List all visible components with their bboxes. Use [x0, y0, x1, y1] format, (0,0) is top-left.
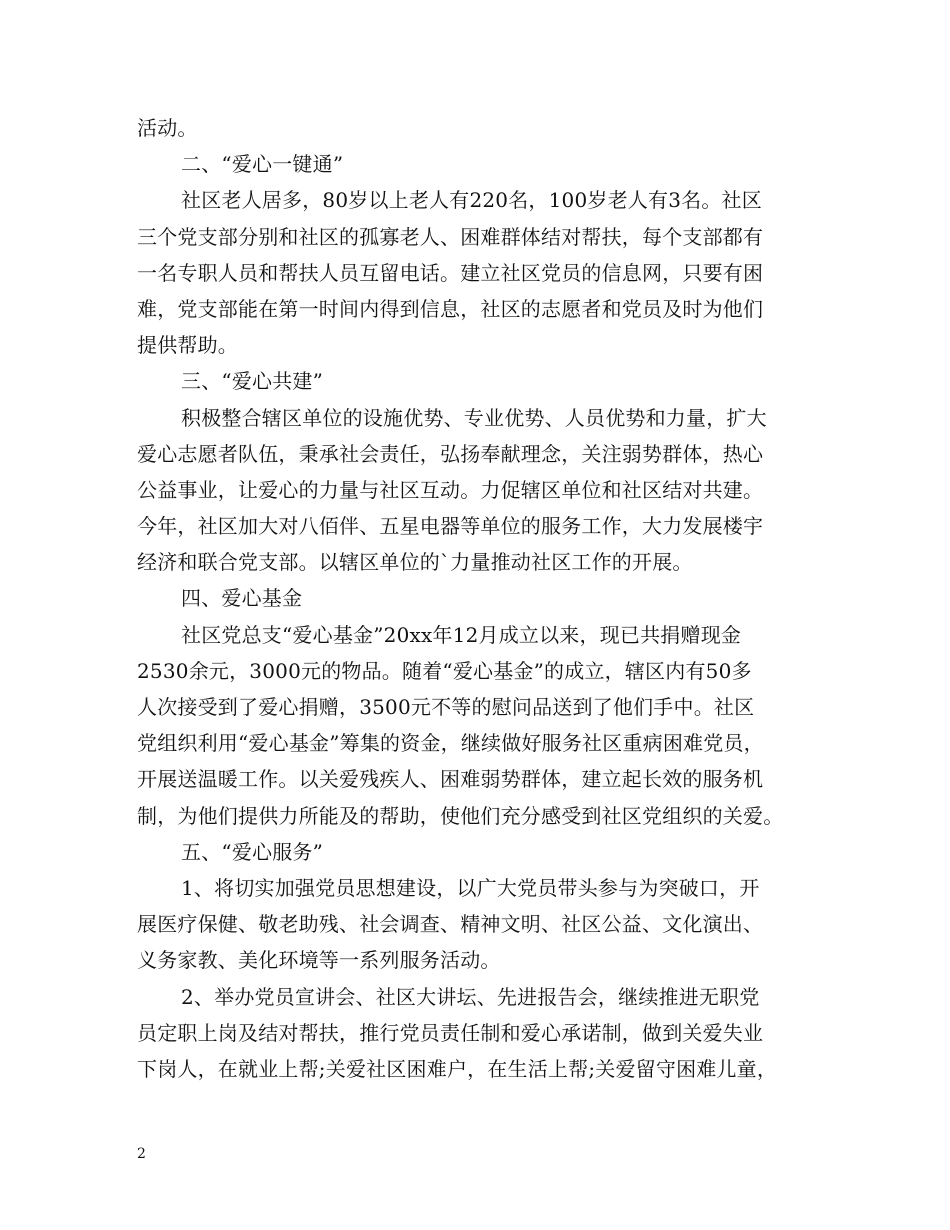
text-line-4: 三个党支部分别和社区的孤寡老人、困难群体结对帮扶，每个支部都有: [137, 224, 764, 249]
text-line-25: 2、举办党员宣讲会、社区大讲坛、先进报告会，继续推进无职党: [181, 984, 760, 1009]
section-heading-5: 五、“爱心服务”: [181, 839, 324, 864]
document-body: [137, 110, 827, 1087]
text-line-10: 爱心志愿者队伍，秉承社会责任，弘扬奉献理念，关注弱势群体，热心: [137, 441, 764, 466]
text-line-26: 员定职上岗及结对帮扶，推行党员责任制和爱心承诺制，做到关爱失业: [137, 1020, 764, 1045]
text-line-17: 人次接受到了爱心捐赠，3500元不等的慰问品送到了他们手中。社区: [137, 695, 755, 719]
text-line-23: 展医疗保健、敬老助残、社会调查、精神文明、社区公益、文化演出、: [137, 912, 764, 937]
text-line-6: 难，党支部能在第一时间内得到信息，社区的志愿者和党员及时为他们: [137, 296, 764, 321]
text-line-12: 今年，社区加大对八佰伴、五星电器等单位的服务工作，大力发展楼宇: [137, 514, 764, 539]
text-line-24: 义务家教、美化环境等一系列服务活动。: [137, 948, 501, 973]
section-heading-2: 二、“爱心一键通”: [181, 152, 344, 177]
section-heading-4: 四、爱心基金: [181, 586, 303, 611]
text-line-20: 制，为他们提供力所能及的帮助，使他们充分感受到社区党组织的关爱。: [137, 803, 784, 828]
text-line-13: 经济和联合党支部。以辖区单位的`力量推动社区工作的开展。: [137, 550, 693, 575]
text-line-22: 1、将切实加强党员思想建设，以广大党员带头参与为突破口，开: [181, 875, 760, 900]
text-line-18: 党组织利用“爱心基金”筹集的资金，继续做好服务社区重病困难党员，: [137, 731, 764, 756]
text-line-3: 社区老人居多，80岁以上老人有220名，100岁老人有3名。社区: [181, 188, 762, 213]
text-line-5: 一名专职人员和帮扶人员互留电话。建立社区党员的信息网，只要有困: [137, 260, 764, 285]
text-line-16: 2530余元，3000元的物品。随着“爱心基金”的成立，辖区内有50多: [137, 658, 752, 683]
page-number: 2: [137, 1146, 146, 1162]
text-line-1: 活动。: [137, 116, 198, 140]
text-line-27: 下岗人，在就业上帮;关爱社区困难户，在生活上帮;关爱留守困难儿童，: [137, 1056, 778, 1081]
text-line-11: 公益事业，让爱心的力量与社区互动。力促辖区单位和社区结对共建。: [137, 477, 764, 502]
text-line-15: 社区党总支“爱心基金”20xx年12月成立以来，现已共捐赠现金: [181, 622, 742, 647]
text-line-19: 开展送温暖工作。以关爱残疾人、困难弱势群体，建立起长效的服务机: [137, 767, 764, 792]
text-line-9: 积极整合辖区单位的设施优势、专业优势、人员优势和力量，扩大: [181, 405, 767, 430]
text-line-7: 提供帮助。: [137, 333, 238, 358]
section-heading-3: 三、“爱心共建”: [181, 369, 324, 394]
